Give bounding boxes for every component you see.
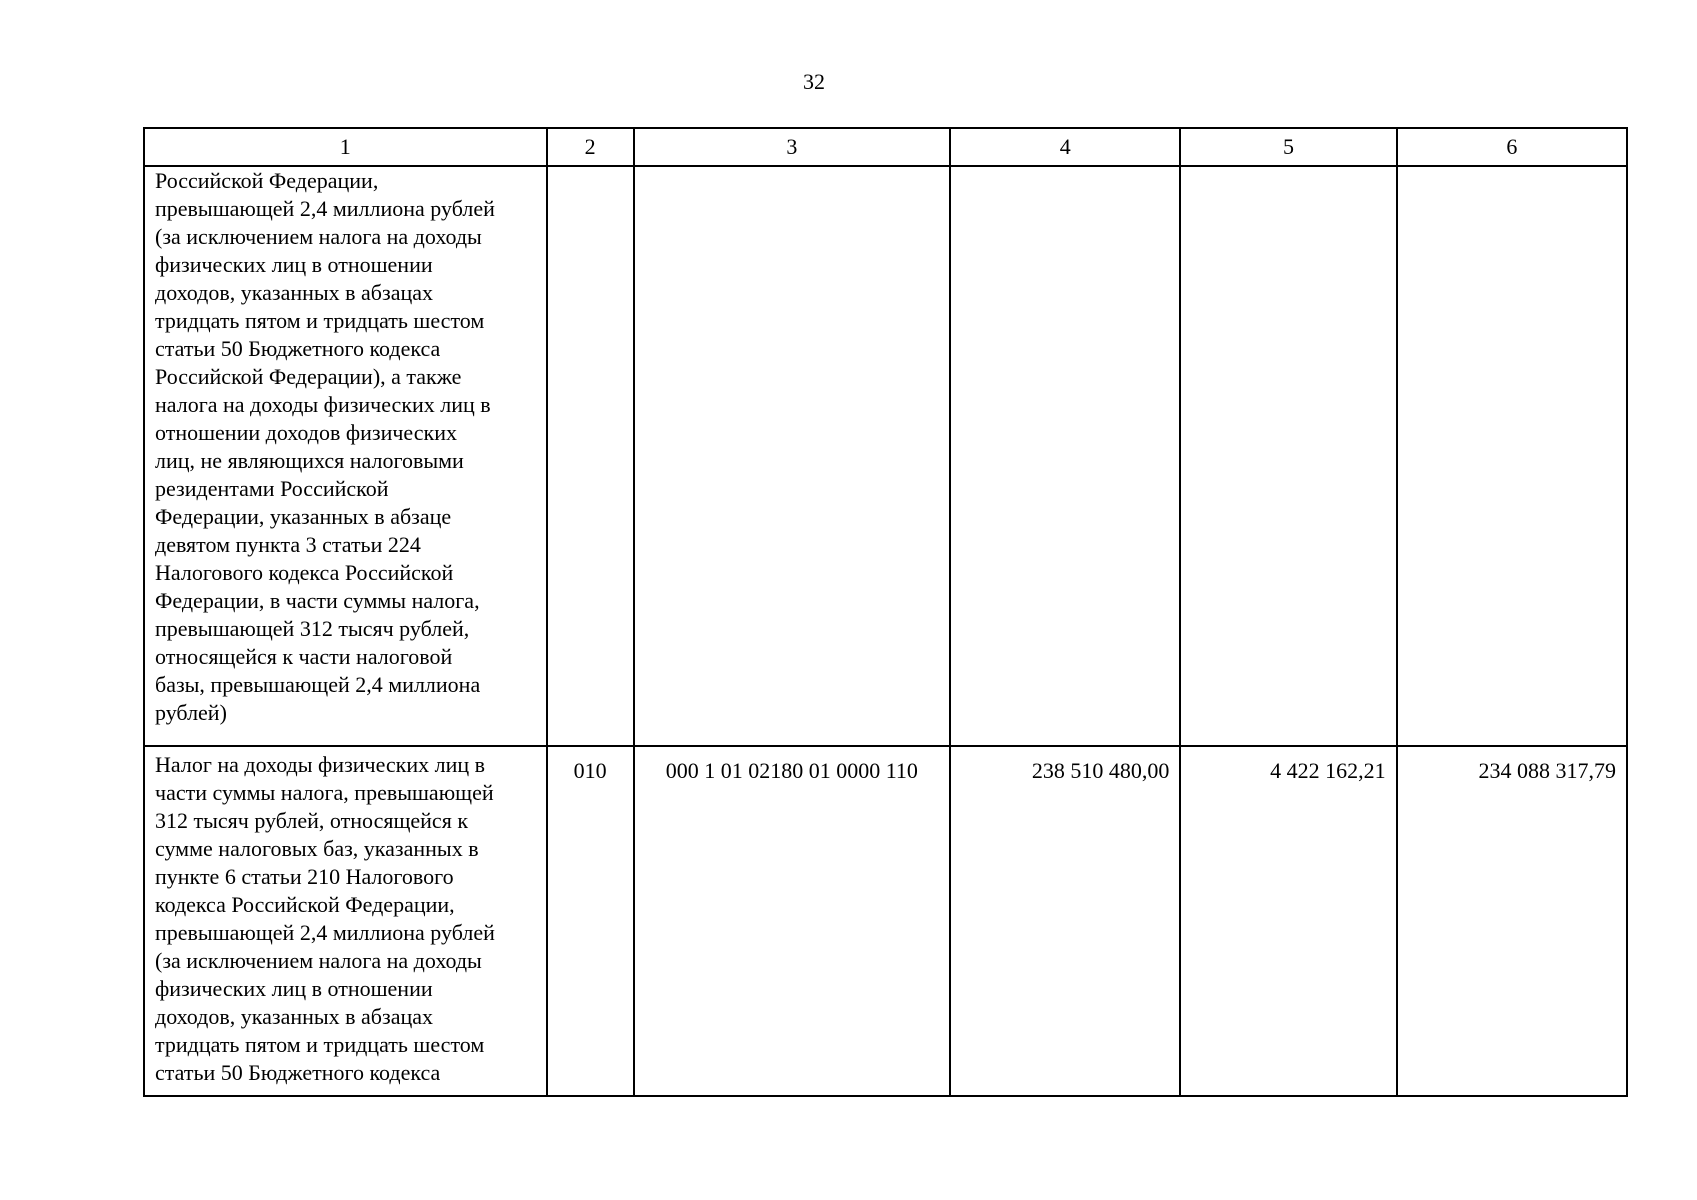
column-header-1: 1: [144, 128, 547, 166]
row-name-text: Российской Федерации, превышающей 2,4 миллиона рублей (за исключением налога на доходы физических лиц в отношении доходов, указанных в абзацах тридцать пятом и тридцать шестом статьи 50 Бюджетного кодекса Российской Федерации), а также налога на доходы физических лиц в отношении доходов физических лиц, не являющихся налоговыми резидентами Российской Федерации, указанных в абзаце девятом пункта 3 статьи 224 Налогового кодекса Российской Федерации, в части суммы налога, превышающей 312 тысяч рублей, относящейся к части налоговой базы, превышающей 2,4 миллиона рублей): [155, 168, 495, 725]
table-row: [144, 166, 1627, 746]
unexecuted-cell: [1397, 166, 1627, 746]
column-header-2: 2: [547, 128, 634, 166]
executed-cell: 4 422 162,21: [1180, 746, 1396, 1096]
table-header: [144, 128, 1627, 166]
approved-cell: 238 510 480,00: [950, 746, 1180, 1096]
executed-cell: [1180, 166, 1396, 746]
row-name-cell: [144, 166, 547, 746]
header-row: [144, 128, 1627, 166]
column-header-5: 5: [1180, 128, 1396, 166]
budget-code-cell: 000 1 01 02180 01 0000 110: [634, 746, 950, 1096]
line-code-cell: [547, 166, 634, 746]
approved-cell: [950, 166, 1180, 746]
table-body: [144, 166, 1627, 1096]
row-name-cell: [144, 746, 547, 1096]
budget-code-cell: [634, 166, 950, 746]
page-number: 32: [803, 69, 825, 94]
unexecuted-cell: 234 088 317,79: [1397, 746, 1627, 1096]
row-name-text: Налог на доходы физических лиц в части суммы налога, превышающей 312 тысяч рублей, относящейся к сумме налоговых баз, указанных в пункте 6 статьи 210 Налогового кодекса Российской Федерации, превышающей 2,4 миллиона рублей (за исключением налога на доходы физических лиц в отношении доходов, указанных в абзацах тридцать пятом и тридцать шестом статьи 50 Бюджетного кодекса: [155, 752, 495, 1085]
column-header-3: 3: [634, 128, 950, 166]
report-table: [143, 127, 1628, 1097]
table-row: [144, 746, 1627, 1096]
column-header-4: 4: [950, 128, 1180, 166]
column-header-6: 6: [1397, 128, 1627, 166]
line-code-cell: 010: [547, 746, 634, 1096]
